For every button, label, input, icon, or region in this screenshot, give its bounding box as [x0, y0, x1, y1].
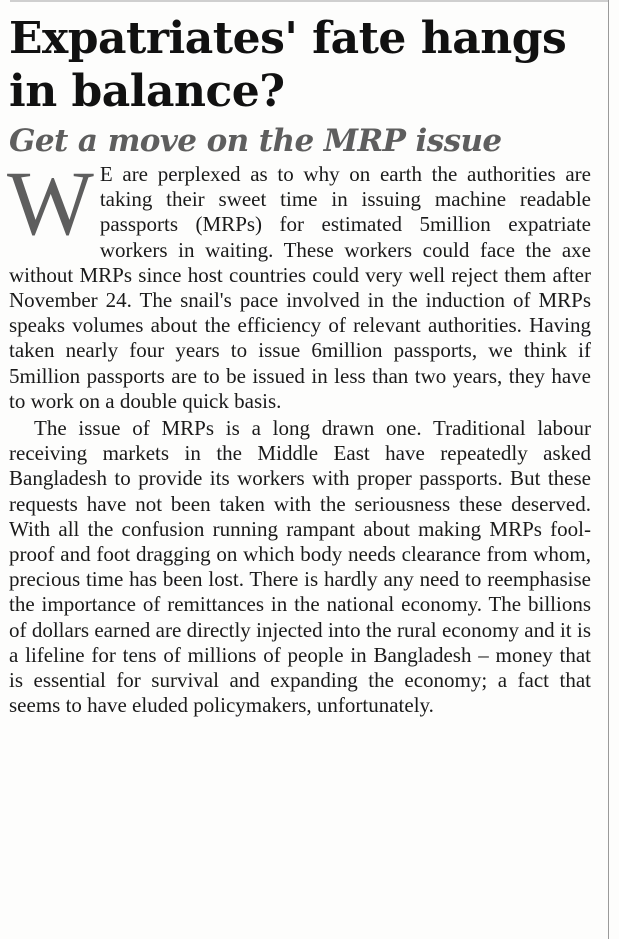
- column-rule: [608, 0, 609, 939]
- drop-cap: W: [7, 152, 94, 254]
- paragraph-1-text: E are perplexed as to why on earth the authorities are taking their sweet time in issuing machine readable passports (MRPs) for estimated 5million expatriate workers in waiting. These workers could face the axe without MRPs since host countries could very well reject them after November 24. The snail's pace involved in the induction of MRPs speaks volumes about the efficiency of relevant authorities. Having taken nearly four years to issue 6million passports, we think if 5million passports are to be issued in less than two years, they have to work on a double quick basis.: [9, 162, 591, 413]
- paragraph-2: The issue of MRPs is a long drawn one. Traditional labour receiving markets in the Middle East have repeatedly asked Bangladesh to provide its workers with proper passports. But these requests have not been taken with the seriousness these deserved. With all the confusion running rampant about making MRPs fool-proof and foot dragging on which body needs clearance from whom, precious time has been lost. There is hardly any need to reemphasise the importance of remittances in the national economy. The billions of dollars earned are directly injected into the rural economy and it is a lifeline for tens of millions of people in Bangladesh – money that is essential for survival and expanding the economy; a fact that seems to have eluded policymakers, unfortunately.: [9, 416, 591, 718]
- headline: Expatriates' fate hangs in balance?: [9, 13, 567, 117]
- top-rule: [10, 0, 608, 2]
- subheadline: Get a move on the MRP issue: [9, 123, 502, 159]
- paragraph-1: [7, 152, 591, 414]
- editorial-article: [9, 4, 591, 718]
